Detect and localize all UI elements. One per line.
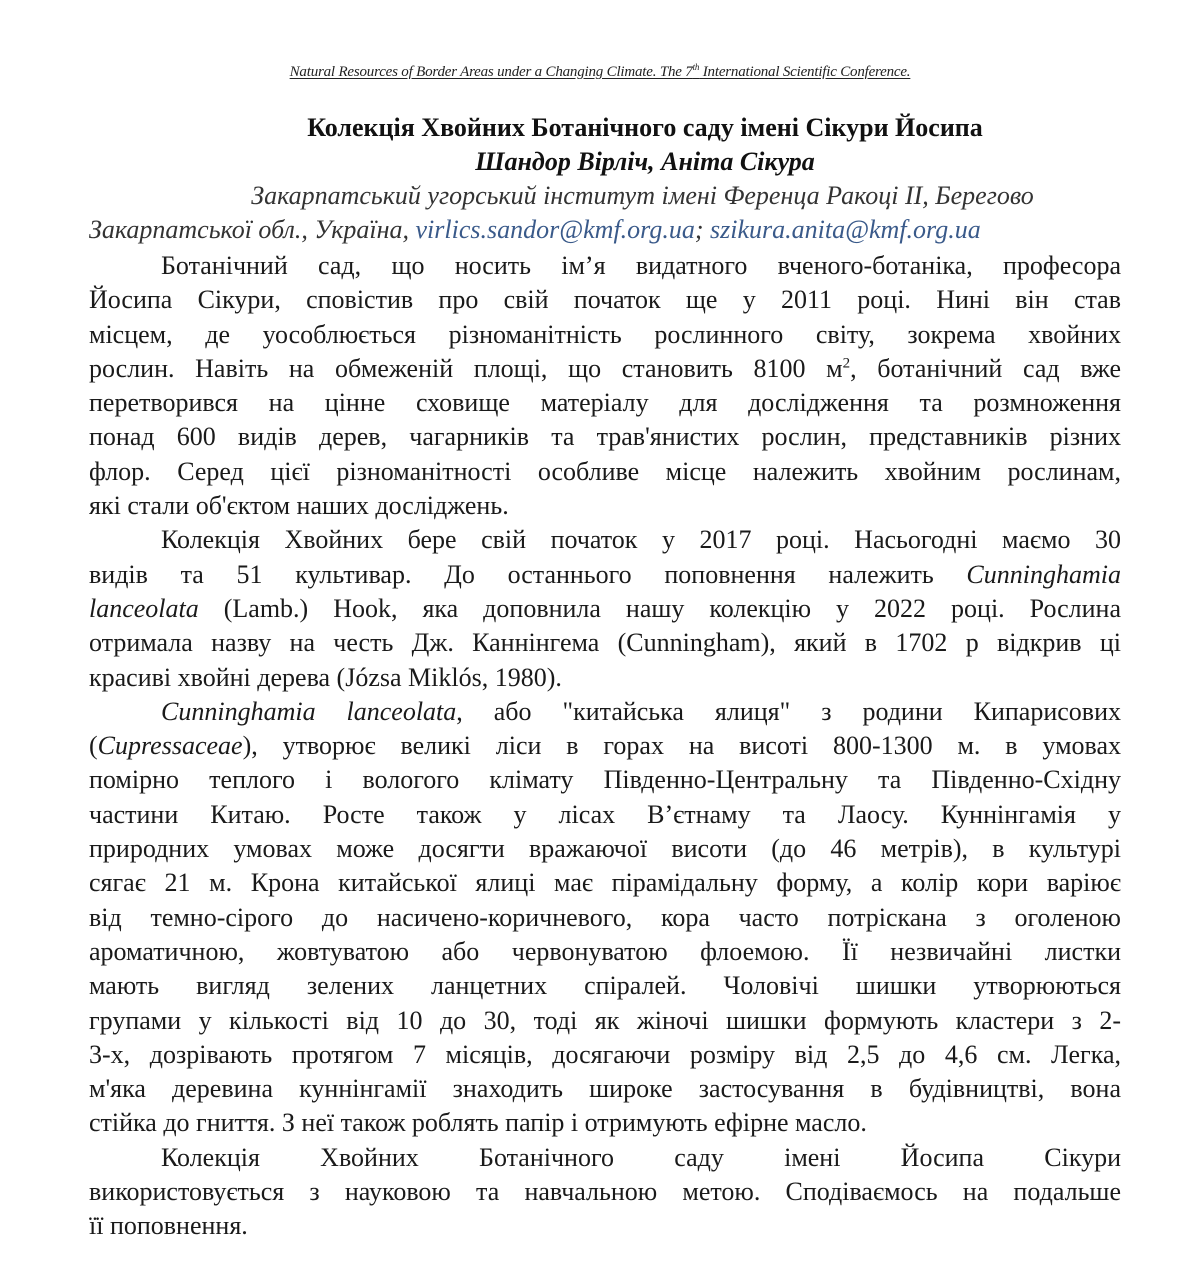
text-fragment: ), утворює великі ліси в горах на висоті 800-1300 м. в умовах [242,731,1121,761]
text-line: частини Китаю. Росте також у лісах В’єтнаму та Лаосу. Куннінгамія у [89,799,1121,829]
article-body [89,249,1121,1244]
text-fragment: , або "китайська ялиця" з родини Кипарисових [456,696,1121,726]
text-line: місцем, де уособлюється різноманітність рослинного світу, зокрема хвойних [89,319,1121,349]
species-name-italic: lanceolata [89,593,199,623]
paragraph-3 [89,695,1121,1141]
text-fragment: рослин. Навіть на обмеженій площі, що становить 8100 м [89,353,843,383]
text-line: природних умовах може досягти вражаючої висоти (до 46 метрів), в культурі [89,834,1121,864]
text-line: сягає 21 м. Крона китайської ялиці має пірамідальну форму, а колір кори варіює [89,868,1121,898]
affiliation-line-2 [89,215,1121,245]
text-fragment: видів та 51 культивар. До останнього поповнення належить [89,559,967,589]
affiliation-location: Закарпатської обл., Україна, [89,215,416,244]
text-line: від темно-сірого до насичено-коричневого, кора часто потріскана з оголеною [89,902,1121,932]
text-line: стійка до гниття. З неї також роблять папір і отримують ефірне масло. [89,1108,867,1138]
text-line: Колекція Хвойних бере свій початок у 2017 році. Насьогодні маємо 30 [161,525,1121,555]
text-line: використовується з науковою та навчальною метою. Сподіваємось на подальше [89,1177,1121,1207]
email-link-szikura[interactable]: szikura.anita@kmf.org.ua [710,215,981,244]
family-name-italic: Cupressaceae [97,731,243,761]
email-separator: ; [694,215,711,244]
text-line [89,558,1121,592]
text-fragment: ( [89,731,98,761]
text-line: її поповнення. [89,1211,248,1241]
paragraph-1 [89,249,1121,523]
text-line: мають вигляд зелених ланцетних спіралей. Чоловічі шишки утворюються [89,971,1121,1001]
running-head-tail: International Scientific Conference. [699,64,911,80]
affiliation-line-1: Закарпатський угорський інститут імені Ференца Ракоці II, Берегово [251,181,1034,210]
text-line: Ботанічний сад, що носить ім’я видатного вченого-ботаніка, професора [161,251,1121,280]
text-line [89,352,1121,386]
article-authors: Шандор Вірліч, Аніта Сікура [475,147,815,176]
text-fragment: (Lamb.) Hook, яка доповнила нашу колекцію у 2022 році. Рослина [198,593,1121,623]
text-line [89,592,1121,626]
running-head-text: Natural Resources of Border Areas under a Changing Climate. The 7 [289,64,693,80]
running-head [0,64,1200,81]
text-line: 3-х, дозрівають протягом 7 місяців, досягаючи розміру від 2,5 до 4,6 см. Легка, [89,1039,1121,1069]
species-name-italic: Cunninghamia [966,559,1121,589]
text-line [89,695,1121,729]
text-line: які стали об'єктом наших досліджень. [89,491,509,521]
text-line: понад 600 видів дерев, чагарників та трав'янистих рослин, представників різних [89,422,1121,452]
text-fragment: , ботанічний сад вже [850,353,1121,383]
superscript-2: 2 [842,355,851,372]
text-line: помірно теплого і вологого клімату Південно-Центральну та Південно-Східну [89,765,1121,795]
text-line: м'яка деревина куннінгамії знаходить широке застосування в будівництві, вона [89,1074,1121,1104]
species-name-italic: Cunninghamia lanceolata [161,696,457,726]
paragraph-2 [89,523,1121,694]
text-line: Йосипа Сікури, сповістив про свій початок ще у 2011 році. Нині він став [89,285,1121,315]
paragraph-4 [89,1141,1121,1244]
text-line: отримала назву на честь Дж. Каннінгема (Cunningham), який в 1702 р відкрив ці [89,628,1121,658]
text-line: перетворився на цінне сховище матеріалу для дослідження та розмноження [89,388,1121,418]
running-head-superscript: th [692,62,700,72]
text-line: групами у кількості від 10 до 30, тоді як жіночі шишки формують кластери з 2- [89,1005,1121,1035]
text-line: флор. Серед цієї різноманітності особливе місце належить хвойним рослинам, [89,456,1121,486]
article-title: Колекція Хвойних Ботанічного саду імені Сікури Йосипа [307,113,983,142]
text-line [89,729,1121,763]
text-line: Колекція Хвойних Ботанічного саду імені Йосипа Сікури [161,1142,1121,1172]
text-line: красиві хвойні дерева (Józsa Miklós, 1980). [89,662,562,692]
email-link-virlics[interactable]: virlics.sandor@kmf.org.ua [415,215,695,244]
text-line: ароматичною, жовтуватою або червонуватою флоемою. Її незвичайні листки [89,936,1121,966]
